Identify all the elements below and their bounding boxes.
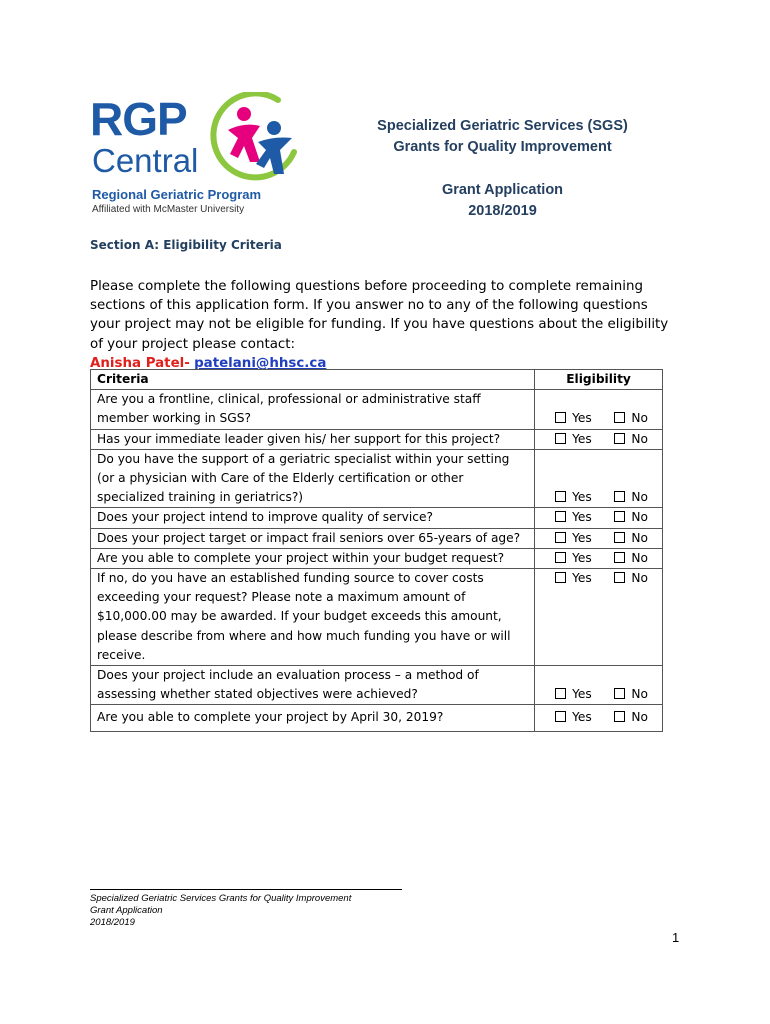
table-row bbox=[91, 666, 663, 705]
section-title: Section A: Eligibility Criteria bbox=[90, 238, 282, 252]
table-row bbox=[91, 429, 663, 449]
eligibility-choices bbox=[535, 569, 663, 666]
yes-checkbox[interactable] bbox=[555, 569, 592, 588]
no-label: No bbox=[631, 710, 648, 725]
eligibility-choices bbox=[535, 390, 663, 429]
criteria-header: Criteria bbox=[91, 370, 535, 390]
yes-checkbox[interactable] bbox=[555, 549, 592, 568]
footer-line-3: 2018/2019 bbox=[90, 917, 135, 928]
yes-label: Yes bbox=[572, 550, 592, 565]
no-checkbox[interactable] bbox=[614, 529, 648, 548]
criteria-question: Are you a frontline, clinical, professional or administrative staff member working in SGS? bbox=[91, 390, 535, 429]
logo-figures-icon bbox=[208, 92, 300, 184]
no-checkbox[interactable] bbox=[614, 569, 648, 588]
eligibility-choices bbox=[535, 528, 663, 548]
yes-label: Yes bbox=[572, 687, 592, 702]
yes-label: Yes bbox=[572, 490, 592, 505]
no-checkbox[interactable] bbox=[614, 488, 648, 507]
no-checkbox[interactable] bbox=[614, 508, 648, 527]
footer-line-2: Grant Application bbox=[90, 905, 163, 916]
eligibility-choices bbox=[535, 429, 663, 449]
no-label: No bbox=[631, 510, 648, 525]
no-checkbox[interactable] bbox=[614, 685, 648, 704]
table-row bbox=[91, 390, 663, 429]
contact-email-link[interactable]: patelani@hhsc.ca bbox=[194, 355, 327, 371]
page-number: 1 bbox=[672, 930, 680, 945]
yes-checkbox[interactable] bbox=[555, 488, 592, 507]
criteria-question: Do you have the support of a geriatric specialist within your setting (or a physician with Care of the Elderly certification or other specialized training in geriatrics?) bbox=[91, 449, 535, 508]
logo-main-text: RGP bbox=[90, 93, 187, 145]
criteria-question: Does your project include an evaluation process – a method of assessing whether stated objectives were achieved? bbox=[91, 666, 535, 705]
header-year: 2018/2019 bbox=[468, 203, 537, 219]
header-line-2: Grants for Quality Improvement bbox=[393, 139, 612, 155]
header-title: Grant Application bbox=[441, 182, 564, 198]
contact-name: Anisha Patel- bbox=[90, 355, 190, 371]
yes-checkbox[interactable] bbox=[555, 508, 592, 527]
no-checkbox[interactable] bbox=[614, 430, 648, 449]
table-row bbox=[91, 528, 663, 548]
table-row bbox=[91, 705, 663, 731]
no-checkbox[interactable] bbox=[614, 409, 648, 428]
criteria-question: Has your immediate leader given his/ her support for this project? bbox=[91, 429, 535, 449]
no-label: No bbox=[631, 687, 648, 702]
no-checkbox[interactable] bbox=[614, 549, 648, 568]
criteria-question: Are you able to complete your project within your budget request? bbox=[91, 548, 535, 568]
yes-checkbox[interactable] bbox=[555, 409, 592, 428]
yes-label: Yes bbox=[572, 510, 592, 525]
no-label: No bbox=[631, 411, 648, 426]
eligibility-choices bbox=[535, 666, 663, 705]
logo-affiliation: Affiliated with McMaster University bbox=[92, 204, 245, 215]
yes-checkbox[interactable] bbox=[555, 529, 592, 548]
table-row bbox=[91, 449, 663, 508]
yes-checkbox[interactable] bbox=[555, 430, 592, 449]
table-header-row bbox=[91, 370, 663, 390]
no-checkbox[interactable] bbox=[614, 708, 648, 727]
eligibility-choices bbox=[535, 449, 663, 508]
header-line-1: Specialized Geriatric Services (SGS) bbox=[377, 118, 628, 134]
table-row bbox=[91, 508, 663, 528]
footer-line-1: Specialized Geriatric Services Grants for Quality Improvement bbox=[90, 893, 352, 904]
yes-label: Yes bbox=[572, 431, 592, 446]
eligibility-header: Eligibility bbox=[535, 370, 663, 390]
logo-program-name: Regional Geriatric Program bbox=[92, 187, 262, 202]
rgp-central-logo bbox=[90, 92, 300, 222]
no-label: No bbox=[631, 550, 648, 565]
no-label: No bbox=[631, 530, 648, 545]
eligibility-choices bbox=[535, 548, 663, 568]
no-label: No bbox=[631, 571, 648, 586]
footer-divider bbox=[90, 889, 402, 890]
intro-paragraph bbox=[90, 277, 680, 373]
logo-sub-text: Central bbox=[92, 142, 199, 179]
yes-label: Yes bbox=[572, 411, 592, 426]
yes-label: Yes bbox=[572, 530, 592, 545]
table-row bbox=[91, 569, 663, 666]
eligibility-choices bbox=[535, 705, 663, 731]
yes-label: Yes bbox=[572, 710, 592, 725]
criteria-question: Does your project intend to improve quality of service? bbox=[91, 508, 535, 528]
eligibility-table bbox=[90, 369, 663, 732]
eligibility-choices bbox=[535, 508, 663, 528]
criteria-question: Does your project target or impact frail seniors over 65-years of age? bbox=[91, 528, 535, 548]
intro-text: Please complete the following questions before proceeding to complete remaining sections of this application form. If you answer no to any of the following questions your project may not be eligible for funding. If you have questions about the eligibility of your project please contact: bbox=[90, 279, 669, 352]
criteria-question: Are you able to complete your project by April 30, 2019? bbox=[91, 705, 535, 731]
table-row bbox=[91, 548, 663, 568]
footer bbox=[90, 893, 351, 929]
no-label: No bbox=[631, 490, 648, 505]
yes-checkbox[interactable] bbox=[555, 685, 592, 704]
yes-label: Yes bbox=[572, 571, 592, 586]
criteria-question: If no, do you have an established funding source to cover costs exceeding your request? Please note a maximum amount of $10,000.00 may be awarded. If your budget exceeds this amount, please describe from where and how much funding you have or will receive. bbox=[91, 569, 535, 666]
yes-checkbox[interactable] bbox=[555, 708, 592, 727]
no-label: No bbox=[631, 431, 648, 446]
